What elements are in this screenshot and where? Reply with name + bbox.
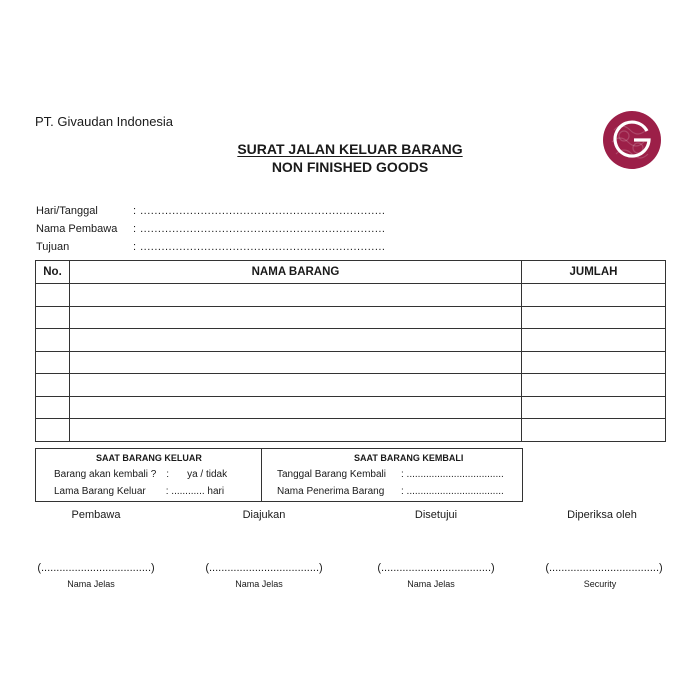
kembali-row-tanggal: Tanggal Barang Kembali : ................................... xyxy=(277,469,504,480)
cell-jumlah[interactable] xyxy=(522,419,666,442)
cell-jumlah[interactable] xyxy=(522,396,666,419)
ya-tidak-option[interactable]: ya / tidak xyxy=(187,469,228,480)
header-jumlah: JUMLAH xyxy=(522,261,666,284)
cell-no[interactable] xyxy=(36,351,70,374)
kembali-row-penerima: Nama Penerima Barang : ................................... xyxy=(277,486,504,497)
header-no: No. xyxy=(36,261,70,284)
document-subtitle: NON FINISHED GOODS xyxy=(271,159,429,175)
cell-no[interactable] xyxy=(36,306,70,329)
signature-role-diajukan: Diajukan xyxy=(242,509,286,521)
cell-nama-barang[interactable] xyxy=(70,329,522,352)
cell-nama-barang[interactable] xyxy=(70,306,522,329)
givaudan-logo-icon xyxy=(602,110,662,170)
tanggal-kembali-value[interactable]: : ................................... xyxy=(401,469,504,480)
header-nama-barang: NAMA BARANG xyxy=(70,261,522,284)
table-row xyxy=(36,419,666,442)
field-tujuan-value[interactable]: : ..................................................................... xyxy=(133,241,386,253)
field-hari-tanggal-value[interactable]: : ..................................................................... xyxy=(133,205,386,217)
cell-nama-barang[interactable] xyxy=(70,374,522,397)
signature-sub-diajukan: Nama Jelas xyxy=(235,579,283,589)
signature-line-diperiksa[interactable]: (....................................) xyxy=(545,562,663,574)
items-table xyxy=(35,260,666,442)
lama-value[interactable]: : ............ hari xyxy=(165,486,225,497)
cell-no[interactable] xyxy=(36,329,70,352)
signature-sub-disetujui: Nama Jelas xyxy=(407,579,455,589)
field-nama-pembawa-value[interactable]: : ..................................................................... xyxy=(133,223,386,235)
cell-no[interactable] xyxy=(36,374,70,397)
kembali-title: SAAT BARANG KEMBALI xyxy=(354,453,464,463)
signature-sub-pembawa: Nama Jelas xyxy=(67,579,115,589)
table-row xyxy=(36,306,666,329)
signature-sub-security: Security xyxy=(583,579,617,589)
table-row xyxy=(36,329,666,352)
cell-nama-barang[interactable] xyxy=(70,396,522,419)
cell-jumlah[interactable] xyxy=(522,351,666,374)
signature-role-diperiksa: Diperiksa oleh xyxy=(567,509,637,521)
cell-nama-barang[interactable] xyxy=(70,419,522,442)
company-name: PT. Givaudan Indonesia xyxy=(35,114,174,129)
signature-role-disetujui: Disetujui xyxy=(414,509,458,521)
field-tujuan: Tujuan : ..................................................................... xyxy=(36,241,386,253)
signature-role-pembawa: Pembawa xyxy=(71,509,121,521)
table-row xyxy=(36,374,666,397)
keluar-row-kembali: Barang akan kembali ? : ya / tidak xyxy=(54,469,228,480)
cell-jumlah[interactable] xyxy=(522,306,666,329)
cell-no[interactable] xyxy=(36,396,70,419)
field-nama-pembawa: Nama Pembawa : ..................................................................... xyxy=(36,223,386,235)
cell-jumlah[interactable] xyxy=(522,329,666,352)
keluar-row-lama: Lama Barang Keluar : ............ hari xyxy=(54,486,225,497)
table-row xyxy=(36,284,666,307)
cell-nama-barang[interactable] xyxy=(70,351,522,374)
table-row xyxy=(36,396,666,419)
field-hari-tanggal: Hari/Tanggal : ..................................................................... xyxy=(36,205,386,217)
signature-line-diajukan[interactable]: (....................................) xyxy=(205,562,323,574)
table-row xyxy=(36,351,666,374)
cell-no[interactable] xyxy=(36,284,70,307)
cell-jumlah[interactable] xyxy=(522,374,666,397)
keluar-title: SAAT BARANG KELUAR xyxy=(96,453,202,463)
signature-line-pembawa[interactable]: (....................................) xyxy=(37,562,155,574)
signature-line-disetujui[interactable]: (....................................) xyxy=(377,562,495,574)
penerima-value[interactable]: : ................................... xyxy=(401,486,504,497)
cell-jumlah[interactable] xyxy=(522,284,666,307)
cell-nama-barang[interactable] xyxy=(70,284,522,307)
cell-no[interactable] xyxy=(36,419,70,442)
status-boxes xyxy=(35,448,523,502)
document-title: SURAT JALAN KELUAR BARANG xyxy=(237,141,463,157)
